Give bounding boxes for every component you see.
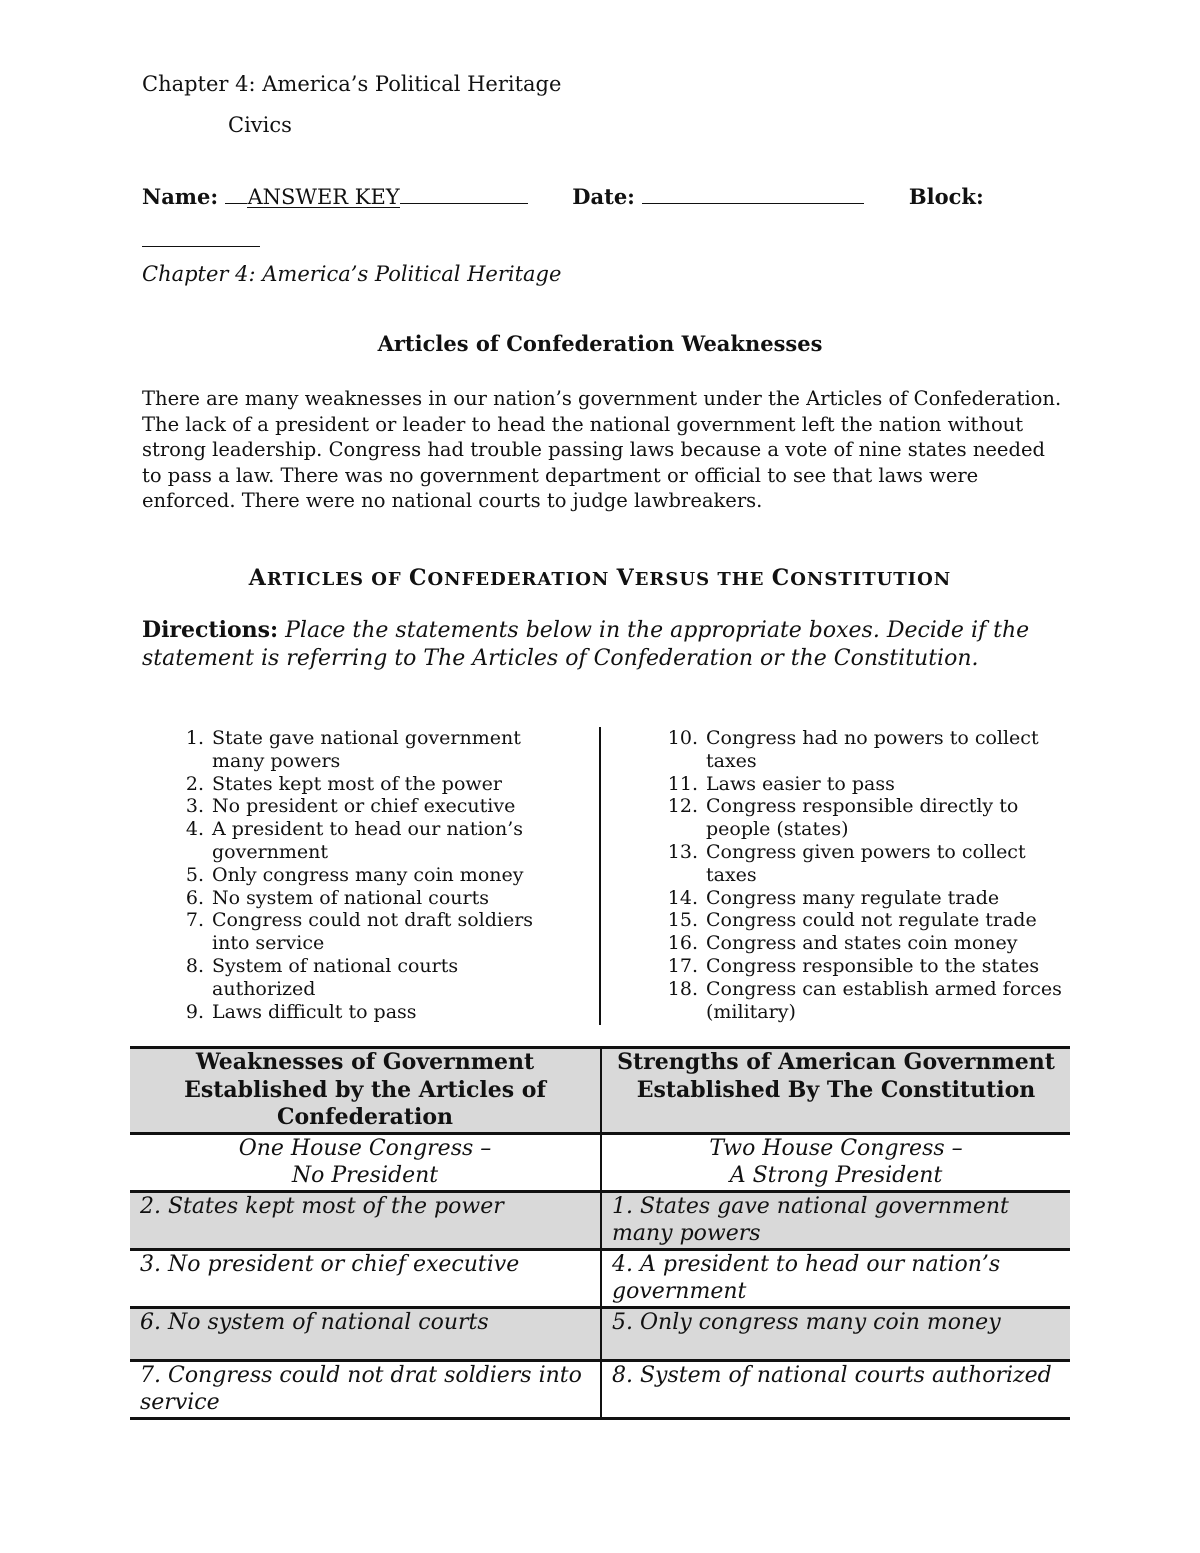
statement-number: 7. (185, 909, 204, 932)
answer-cell[interactable]: 8. System of national courts authorized (601, 1360, 1070, 1418)
name-field[interactable]: ANSWER KEY (247, 185, 400, 209)
block-label: Block: (908, 184, 984, 209)
comparison-table (130, 1046, 1070, 1420)
answer-cell[interactable]: 1. States gave national government many powers (601, 1191, 1070, 1249)
table-row (130, 1360, 1070, 1418)
statement-item (168, 818, 558, 864)
answer-cell[interactable]: 5. Only congress many coin money (601, 1307, 1070, 1360)
statements-list-right (662, 727, 1062, 1023)
header-weaknesses: Weaknesses of Government Established by the Articles of Confederation (130, 1048, 601, 1134)
column-divider (599, 727, 601, 1025)
statement-item (662, 978, 1062, 1024)
date-field[interactable] (642, 181, 864, 204)
statement-number: 2. (185, 772, 204, 795)
statement-text: Laws easier to pass (706, 772, 895, 795)
answer-cell[interactable]: 3. No president or chief executive (130, 1249, 601, 1307)
statement-text: Congress many regulate trade (706, 886, 1000, 909)
statement-text: Congress given powers to collect taxes (706, 840, 1026, 886)
statement-text: State gave national government many powers (212, 727, 521, 772)
statement-number: 9. (185, 1000, 204, 1023)
directions-label: Directions: (142, 617, 279, 643)
student-info-line (142, 181, 984, 209)
statement-number: 12. (667, 795, 698, 818)
statements-list-left (168, 727, 558, 1023)
section-title: Articles of Confederation Weaknesses (377, 331, 823, 356)
header-strengths: Strengths of American Government Established By The Constitution (601, 1048, 1070, 1134)
statement-item (662, 955, 1062, 978)
statement-number: 6. (185, 886, 204, 909)
directions (142, 617, 1072, 672)
statement-item (168, 795, 558, 818)
subtitle: Chapter 4: America’s Political Heritage (142, 262, 562, 286)
directions-text: Place the statements below in the appropriate boxes. Decide if the statement is referring to The Articles of Confederation or the Constitution. (142, 618, 1030, 671)
statement-text: Congress had no powers to collect taxes (706, 727, 1039, 772)
statement-text: Congress could not regulate trade (706, 909, 1037, 932)
statement-text: Congress responsible to the states (706, 954, 1040, 977)
statement-item (168, 887, 558, 910)
statement-number: 11. (667, 772, 698, 795)
statement-item (662, 887, 1062, 910)
statement-item (662, 727, 1062, 773)
block-field[interactable] (142, 246, 260, 247)
statement-item (168, 773, 558, 796)
statement-number: 18. (667, 977, 698, 1000)
statement-item (168, 955, 558, 1001)
statement-number: 17. (667, 954, 698, 977)
statement-number: 13. (667, 840, 698, 863)
table-row (130, 1191, 1070, 1249)
statement-number: 10. (667, 727, 698, 749)
subheader-weaknesses: One House Congress – No President (130, 1133, 601, 1191)
versus-title: ARTICLES OF CONFEDERATION VERSUS THE CONSTITUTION (248, 565, 952, 591)
table-row (130, 1249, 1070, 1307)
statement-item (662, 909, 1062, 932)
table-row (130, 1307, 1070, 1360)
statement-item (662, 841, 1062, 887)
statement-text: System of national courts authorized (212, 954, 459, 1000)
statement-text: Laws difficult to pass (212, 1000, 417, 1023)
answer-cell[interactable]: 2. States kept most of the power (130, 1191, 601, 1249)
subject-label: Civics (228, 113, 292, 137)
statement-number: 8. (185, 954, 204, 977)
subheader-strengths: Two House Congress – A Strong President (601, 1133, 1070, 1191)
statement-text: A president to head our nation’s government (212, 818, 524, 863)
date-label: Date: (572, 184, 635, 209)
statement-item (662, 795, 1062, 841)
chapter-heading: Chapter 4: America’s Political Heritage (142, 72, 562, 96)
answer-cell[interactable]: 6. No system of national courts (130, 1307, 601, 1360)
statement-text: States kept most of the power (212, 772, 502, 795)
statement-text: Only congress many coin money (212, 863, 524, 886)
statement-text: Congress could not draft soldiers into service (212, 909, 534, 955)
statement-number: 4. (185, 818, 204, 841)
intro-paragraph: There are many weaknesses in our nation’s government under the Articles of Confederation. The lack of a president or leader to head the national government left the nation without strong leadership. Congress had trouble passing laws because a vote of nine states needed to pass a law. There was no government department or official to see that laws were enforced. There were no national courts to judge lawbreakers. (142, 387, 1062, 512)
statement-text: Congress and states coin money (706, 932, 1018, 955)
statement-text: Congress can establish armed forces (military) (706, 977, 1062, 1023)
statement-number: 16. (667, 932, 698, 955)
statement-number: 14. (667, 886, 698, 909)
statement-item (168, 727, 558, 773)
name-label: Name: (142, 184, 219, 209)
statement-text: No system of national courts (212, 886, 489, 909)
statement-text: No president or chief executive (212, 795, 516, 818)
answer-cell[interactable]: 7. Congress could not drat soldiers into service (130, 1360, 601, 1418)
statement-text: Congress responsible directly to people (states) (706, 795, 1019, 841)
statement-item (168, 1001, 558, 1024)
answer-cell[interactable]: 4. A president to head our nation’s government (601, 1249, 1070, 1307)
statement-number: 5. (185, 863, 204, 886)
statement-item (662, 773, 1062, 796)
statement-item (168, 909, 558, 955)
statement-number: 3. (185, 795, 204, 818)
statement-item (662, 932, 1062, 955)
statement-number: 1. (185, 727, 204, 749)
statement-number: 15. (667, 909, 698, 932)
statement-item (168, 864, 558, 887)
